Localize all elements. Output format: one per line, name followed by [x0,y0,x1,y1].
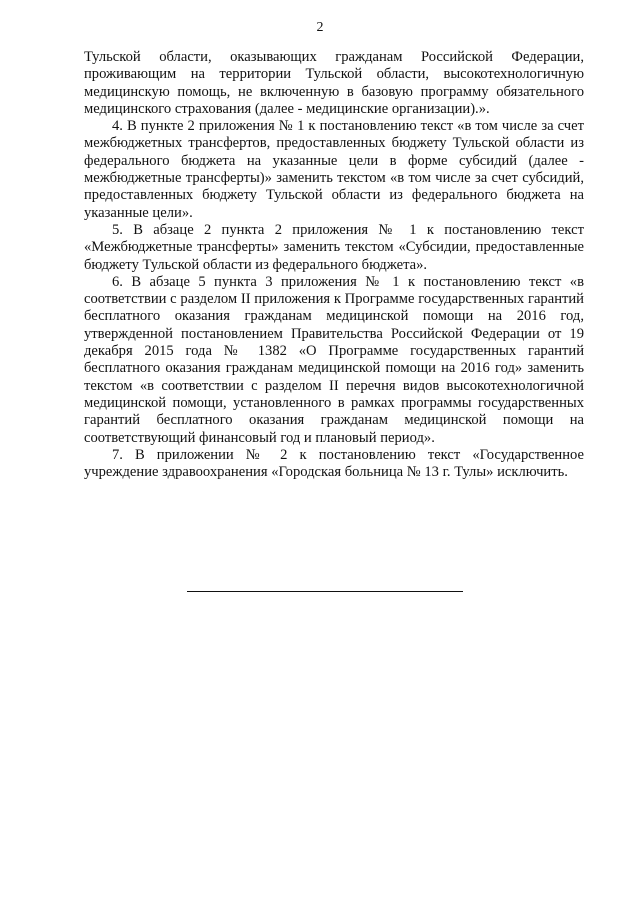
paragraph-item-4: 4. В пункте 2 приложения № 1 к постановлению текст «в том числе за счет межбюджетных трансфертов, предоставленных бюджету Тульской области из федерального бюджета на указанные цели в форме субсидий (далее - межбюджетные трансферты)» заменить текстом «в том числе за счет субсидий, предоставленных бюджету Тульской области из федерального бюджета на указанные цели». [84,118,584,221]
paragraph-item-7: 7. В приложении № 2 к постановлению текст «Государственное учреждение здравоохранения «Городская больница № 13 г. Тулы» исключить. [84,446,584,481]
paragraph-continuation: Тульской области, оказывающих гражданам Российской Федерации, проживающим на территории Тульской области, высокотехнологичную медицинскую помощь, не включенную в базовую программу обязательного медицинского страхования (далее - медицинские организации).». [84,49,584,117]
paragraph-item-6: 6. В абзаце 5 пункта 3 приложения № 1 к постановлению текст «в соответствии с разделом II приложения к Программе государственных гарантий бесплатного оказания гражданам медицинской помощи на 2016 год, утвержденной постановлением Правительства Российской Федерации от 19 декабря 2015 года № 1382 «О Программе государственных гарантий бесплатного оказания гражданам медицинской помощи на 2016 год» заменить текстом «в соответствии с разделом II перечня видов высокотехнологичной медицинской помощи, установленного в рамках программы государственных гарантий бесплатного оказания гражданам медицинской помощи на соответствующий финансовый год и плановый период». [84,273,584,446]
document-body [84,49,584,481]
page-number: 2 [316,20,324,35]
closing-divider [187,591,463,592]
paragraph-item-5: 5. В абзаце 2 пункта 2 приложения № 1 к постановлению текст «Межбюджетные трансферты» заменить текстом «Субсидии, предоставленные бюджету Тульской области из федерального бюджета». [84,221,584,273]
